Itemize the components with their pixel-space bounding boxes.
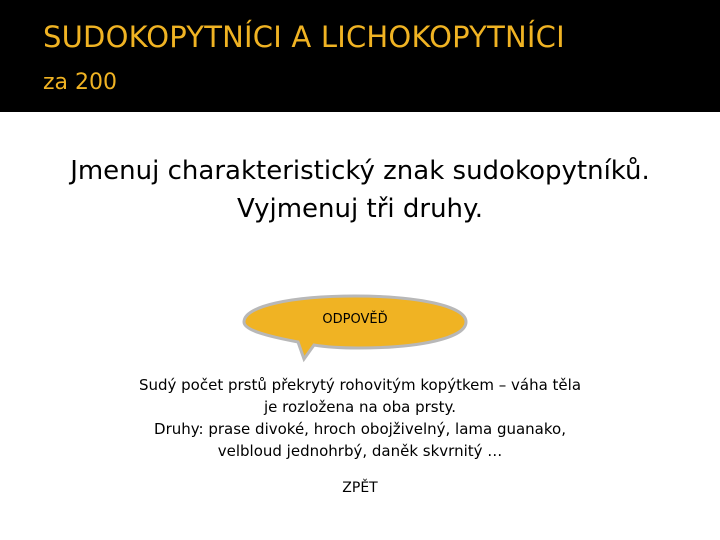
speech-bubble-icon (230, 290, 480, 365)
answer-line: Sudý počet prstů překrytý rohovitým kopýtkem – váha těla (138, 376, 582, 394)
question-line: Vyjmenuj tři druhy. (237, 194, 483, 224)
question-line: Jmenuj charakteristický znak sudokopytníků. (70, 156, 650, 186)
title-bar (0, 0, 720, 112)
back-link[interactable]: ZPĚT (342, 480, 378, 496)
question-text (20, 152, 700, 228)
slide-title: SUDOKOPYTNÍCI A LICHOKOPYTNÍCI (43, 20, 565, 54)
answer-line: velbloud jednohrbý, daněk skvrnitý … (217, 442, 503, 460)
answer-text (120, 374, 600, 462)
slide-subtitle: za 200 (43, 70, 118, 95)
answer-button[interactable] (230, 290, 480, 365)
answer-line: je rozložena na oba prsty. (264, 398, 456, 416)
answer-button-label: ODPOVĚĎ (322, 312, 388, 327)
answer-line: Druhy: prase divoké, hroch obojživelný, lama guanako, (154, 420, 566, 438)
